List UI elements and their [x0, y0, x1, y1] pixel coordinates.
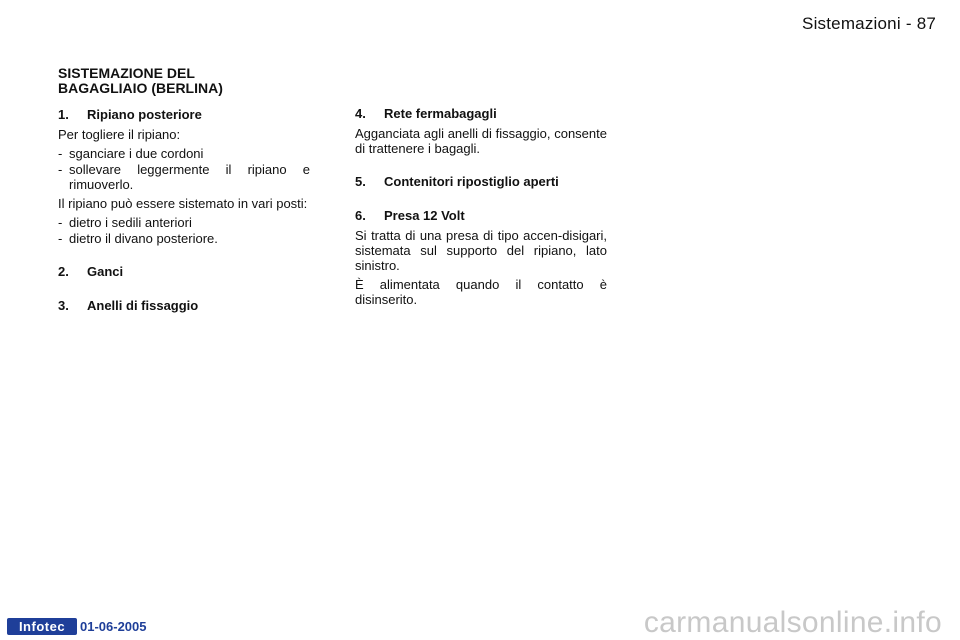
list-dash: -	[58, 215, 63, 230]
list-dash: -	[58, 162, 63, 177]
item-2-title: Ganci	[87, 264, 124, 279]
section-name: Sistemazioni	[802, 14, 901, 33]
item-5-number: 5.	[355, 174, 366, 189]
page-number: 87	[916, 14, 936, 33]
item-6-number: 6.	[355, 208, 366, 223]
item-6-heading	[355, 208, 607, 223]
item-1-places	[58, 215, 310, 246]
item-4-heading	[355, 106, 607, 121]
item-6-text-1: Si tratta di una presa di tipo accen-disigari, sistemata sul supporto del ripiano, lato sinistro.	[355, 228, 607, 273]
item-1-steps	[58, 146, 310, 192]
list-item: - dietro i sedili anteriori	[58, 215, 192, 230]
item-3-title: Anelli di fissaggio	[87, 298, 199, 313]
right-column	[355, 106, 607, 311]
item-4-title: Rete fermabagagli	[384, 106, 497, 121]
page-header	[802, 14, 936, 34]
item-2-heading	[58, 264, 310, 279]
watermark: carmanualsonline.info	[643, 606, 942, 639]
section-title	[58, 66, 310, 96]
item-4-number: 4.	[355, 106, 366, 121]
header-separator: -	[905, 14, 912, 33]
item-6-text-2: È alimentata quando il contatto è disinserito.	[355, 277, 607, 307]
item-1-note: Il ripiano può essere sistemato in vari posti:	[58, 196, 308, 211]
item-1-title: Ripiano posteriore	[87, 107, 202, 122]
title-line-2: BAGAGLIAIO (BERLINA)	[58, 80, 223, 96]
item-1-intro: Per togliere il ripiano:	[58, 127, 181, 142]
list-item: - dietro il divano posteriore.	[58, 231, 218, 246]
list-item: - sollevare leggermente il ripiano e rimuoverlo.	[58, 162, 310, 192]
item-4-text: Agganciata agli anelli di fissaggio, consente di trattenere i bagagli.	[355, 126, 607, 156]
left-column	[58, 66, 310, 318]
item-3-number: 3.	[58, 298, 69, 313]
item-5-title: Contenitori ripostiglio aperti	[384, 174, 559, 189]
list-dash: -	[58, 231, 63, 246]
footer-date: 01-06-2005	[80, 619, 147, 634]
item-2-number: 2.	[58, 264, 69, 279]
item-3-heading	[58, 298, 310, 313]
list-dash: -	[58, 146, 63, 161]
title-line-1: SISTEMAZIONE DEL	[58, 65, 195, 81]
list-item: - sganciare i due cordoni	[58, 146, 204, 161]
item-1-number: 1.	[58, 107, 69, 122]
item-1-heading	[58, 107, 310, 122]
infotec-logo: Infotec	[7, 618, 77, 635]
item-6-title: Presa 12 Volt	[384, 208, 465, 223]
item-5-heading	[355, 174, 607, 189]
